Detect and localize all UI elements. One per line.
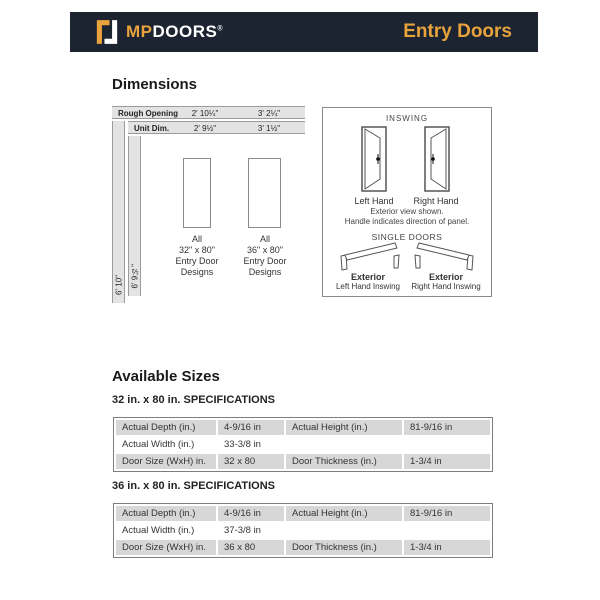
spec-cell: 4-9/16 in [218,420,284,435]
available-sizes-heading: Available Sizes [112,368,220,385]
spec-cell: Actual Width (in.) [122,439,195,450]
spec-cell [404,523,490,538]
spec-cell: Door Size (WxH) in. [116,454,216,469]
right-hand-door-icon [424,126,450,192]
registered-mark: ® [217,25,224,33]
spec-cell: 36 x 80 [218,540,284,555]
door-caption-32 [162,234,232,278]
brand-logo [96,19,223,45]
swing-direction-panel [322,107,492,297]
rough-opening-value-32: 2' 10¼" [191,109,219,118]
page-title: Entry Doors [403,21,512,42]
unit-height-band [128,136,141,296]
table-row [116,454,490,469]
spec-cell: 81-9/16 in [404,506,490,521]
dimensions-heading: Dimensions [112,76,198,93]
table-row [116,420,490,435]
right-hand-label: Right Hand [413,196,459,206]
spec-cell: Actual Height (in.) [286,506,402,521]
unit-height-value: 6' 9½" [130,263,139,288]
table-row [116,523,490,538]
spec-cell: Door Size (WxH) in. [116,540,216,555]
exterior-label: Exterior [350,272,385,282]
spec-title-36: 36 in. x 80 in. SPECIFICATIONS [112,480,276,492]
right-hand-inswing-plan-icon [411,242,477,272]
single-doors-label: SINGLE DOORS [371,232,443,242]
brand-name [126,22,223,42]
inswing-label: INSWING [385,114,429,123]
exterior-label: Exterior [428,272,463,282]
spec-cell: 81-9/16 in [404,420,490,435]
spec-cell: 1-3/4 in [404,540,490,555]
spec-cell: 37-3/8 in [224,525,261,536]
rough-opening-band [112,106,305,119]
door-outline-36 [248,158,281,228]
right-inswing-caption [406,272,486,291]
rough-opening-value-36: 3' 2¼" [257,109,281,118]
door-outline-32 [183,158,211,228]
dimension-diagram [112,106,305,306]
brand-mp: MP [126,22,153,41]
handle-direction-note: Handle indicates direction of panel. [344,217,470,226]
table-row [116,506,490,521]
spec-cell: Door Thickness (in.) [286,540,402,555]
left-inswing-caption [328,272,408,291]
left-hand-door-icon [361,126,387,192]
caption-line: Entry Door [175,256,219,266]
spec-cell [286,437,402,452]
right-hand-inswing-label: Right Hand Inswing [411,282,481,291]
rough-opening-label: Rough Opening [118,109,178,118]
unit-dim-band [128,121,305,134]
caption-line: All [259,234,270,244]
spec-title-32: 32 in. x 80 in. SPECIFICATIONS [112,394,276,406]
spec-cell: 4-9/16 in [218,506,284,521]
left-hand-inswing-plan-icon [337,242,403,272]
rough-height-value: 6' 10" [114,275,123,295]
left-hand-inswing-label: Left Hand Inswing [335,282,401,291]
spec-cell: Actual Height (in.) [286,420,402,435]
brand-doors: DOORS [152,22,218,41]
table-row [116,437,490,452]
spec-cell [286,523,402,538]
spec-cell: 33-3/8 in [224,439,261,450]
exterior-view-note: Exterior view shown. [370,207,444,216]
spec-cell: Actual Depth (in.) [116,506,216,521]
caption-line: All [191,234,202,244]
table-row [116,540,490,555]
caption-line: Entry Door [243,256,287,266]
spec-cell: Actual Depth (in.) [116,420,216,435]
caption-line: Designs [180,267,214,277]
unit-dim-label: Unit Dim. [134,124,170,133]
left-hand-label: Left Hand [354,196,394,206]
spec-cell [404,437,490,452]
spec-cell: 32 x 80 [218,454,284,469]
unit-dim-value-32: 2' 9½" [193,124,217,133]
door-caption-36 [230,234,300,278]
header-bar [70,12,538,52]
caption-line: Designs [248,267,282,277]
caption-line: 32" x 80" [179,245,215,255]
spec-cell: Door Thickness (in.) [286,454,402,469]
rough-height-band [112,121,125,303]
caption-line: 36" x 80" [247,245,283,255]
spec-cell: Actual Width (in.) [122,525,195,536]
spec-cell: 1-3/4 in [404,454,490,469]
spec-table-36 [113,503,493,558]
mpdoors-logo-icon [96,19,118,45]
unit-dim-value-36: 3' 1½" [257,124,281,133]
spec-table-32 [113,417,493,472]
